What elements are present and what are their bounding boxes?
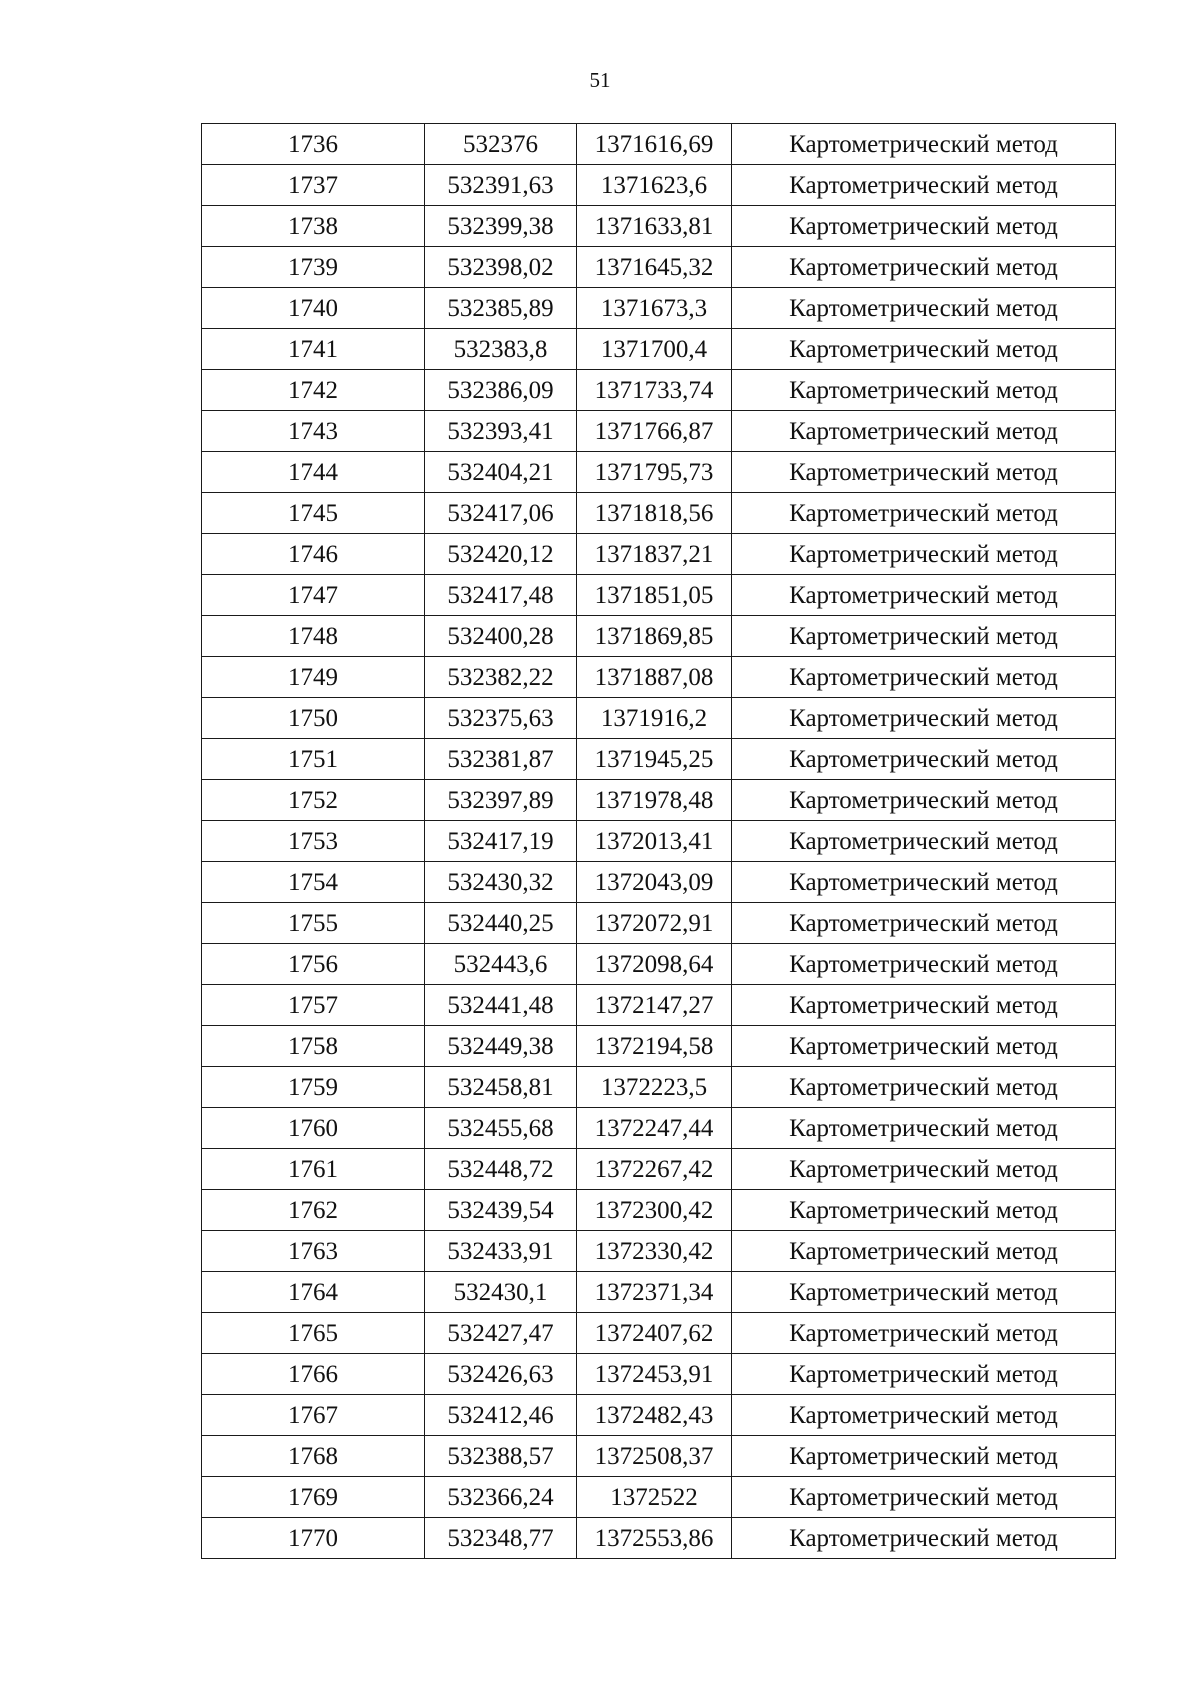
table-row: [202, 985, 1116, 1026]
x-coordinate-cell: 532404,21: [425, 452, 577, 493]
method-cell: Картометрический метод: [732, 1149, 1116, 1190]
x-coordinate-cell: 532433,91: [425, 1231, 577, 1272]
y-coordinate-cell: 1372482,43: [577, 1395, 732, 1436]
method-cell: Картометрический метод: [732, 247, 1116, 288]
table-row: [202, 1395, 1116, 1436]
method-cell: Картометрический метод: [732, 206, 1116, 247]
point-number-cell: 1765: [202, 1313, 425, 1354]
method-cell: Картометрический метод: [732, 1272, 1116, 1313]
method-cell: Картометрический метод: [732, 739, 1116, 780]
y-coordinate-cell: 1371733,74: [577, 370, 732, 411]
table-row: [202, 1149, 1116, 1190]
table-row: [202, 534, 1116, 575]
method-cell: Картометрический метод: [732, 862, 1116, 903]
table-row: [202, 1436, 1116, 1477]
table-row: [202, 452, 1116, 493]
table-row: [202, 1518, 1116, 1559]
point-number-cell: 1760: [202, 1108, 425, 1149]
method-cell: Картометрический метод: [732, 575, 1116, 616]
page-number: 51: [589, 68, 611, 92]
point-number-cell: 1759: [202, 1067, 425, 1108]
table-row: [202, 1354, 1116, 1395]
point-number-cell: 1744: [202, 452, 425, 493]
y-coordinate-cell: 1371837,21: [577, 534, 732, 575]
x-coordinate-cell: 532417,19: [425, 821, 577, 862]
table-row: [202, 247, 1116, 288]
method-cell: Картометрический метод: [732, 493, 1116, 534]
table-row: [202, 1108, 1116, 1149]
x-coordinate-cell: 532348,77: [425, 1518, 577, 1559]
x-coordinate-cell: 532439,54: [425, 1190, 577, 1231]
x-coordinate-cell: 532430,1: [425, 1272, 577, 1313]
y-coordinate-cell: 1372522: [577, 1477, 732, 1518]
method-cell: Картометрический метод: [732, 698, 1116, 739]
y-coordinate-cell: 1372300,42: [577, 1190, 732, 1231]
point-number-cell: 1762: [202, 1190, 425, 1231]
x-coordinate-cell: 532412,46: [425, 1395, 577, 1436]
table-row: [202, 288, 1116, 329]
x-coordinate-cell: 532393,41: [425, 411, 577, 452]
point-number-cell: 1769: [202, 1477, 425, 1518]
table-row: [202, 124, 1116, 165]
point-number-cell: 1742: [202, 370, 425, 411]
y-coordinate-cell: 1372247,44: [577, 1108, 732, 1149]
table-row: [202, 1477, 1116, 1518]
x-coordinate-cell: 532400,28: [425, 616, 577, 657]
point-number-cell: 1755: [202, 903, 425, 944]
method-cell: Картометрический метод: [732, 903, 1116, 944]
x-coordinate-cell: 532430,32: [425, 862, 577, 903]
point-number-cell: 1736: [202, 124, 425, 165]
y-coordinate-cell: 1371887,08: [577, 657, 732, 698]
y-coordinate-cell: 1371818,56: [577, 493, 732, 534]
point-number-cell: 1753: [202, 821, 425, 862]
x-coordinate-cell: 532443,6: [425, 944, 577, 985]
y-coordinate-cell: 1372330,42: [577, 1231, 732, 1272]
table-row: [202, 1190, 1116, 1231]
table-row: [202, 903, 1116, 944]
x-coordinate-cell: 532426,63: [425, 1354, 577, 1395]
method-cell: Картометрический метод: [732, 1518, 1116, 1559]
point-number-cell: 1764: [202, 1272, 425, 1313]
method-cell: Картометрический метод: [732, 1026, 1116, 1067]
y-coordinate-cell: 1372371,34: [577, 1272, 732, 1313]
x-coordinate-cell: 532385,89: [425, 288, 577, 329]
y-coordinate-cell: 1371869,85: [577, 616, 732, 657]
y-coordinate-cell: 1371851,05: [577, 575, 732, 616]
y-coordinate-cell: 1372043,09: [577, 862, 732, 903]
method-cell: Картометрический метод: [732, 1231, 1116, 1272]
table-row: [202, 657, 1116, 698]
x-coordinate-cell: 532397,89: [425, 780, 577, 821]
point-number-cell: 1741: [202, 329, 425, 370]
point-number-cell: 1767: [202, 1395, 425, 1436]
method-cell: Картометрический метод: [732, 329, 1116, 370]
x-coordinate-cell: 532386,09: [425, 370, 577, 411]
x-coordinate-cell: 532382,22: [425, 657, 577, 698]
y-coordinate-cell: 1371945,25: [577, 739, 732, 780]
x-coordinate-cell: 532399,38: [425, 206, 577, 247]
table-row: [202, 616, 1116, 657]
x-coordinate-cell: 532376: [425, 124, 577, 165]
x-coordinate-cell: 532381,87: [425, 739, 577, 780]
point-number-cell: 1750: [202, 698, 425, 739]
y-coordinate-cell: 1372508,37: [577, 1436, 732, 1477]
y-coordinate-cell: 1372223,5: [577, 1067, 732, 1108]
x-coordinate-cell: 532440,25: [425, 903, 577, 944]
point-number-cell: 1748: [202, 616, 425, 657]
point-number-cell: 1752: [202, 780, 425, 821]
method-cell: Картометрический метод: [732, 1108, 1116, 1149]
x-coordinate-cell: 532391,63: [425, 165, 577, 206]
point-number-cell: 1756: [202, 944, 425, 985]
point-number-cell: 1763: [202, 1231, 425, 1272]
y-coordinate-cell: 1371916,2: [577, 698, 732, 739]
table-row: [202, 370, 1116, 411]
table-row: [202, 493, 1116, 534]
point-number-cell: 1770: [202, 1518, 425, 1559]
y-coordinate-cell: 1371795,73: [577, 452, 732, 493]
y-coordinate-cell: 1372013,41: [577, 821, 732, 862]
point-number-cell: 1749: [202, 657, 425, 698]
x-coordinate-cell: 532388,57: [425, 1436, 577, 1477]
x-coordinate-cell: 532417,48: [425, 575, 577, 616]
method-cell: Картометрический метод: [732, 1313, 1116, 1354]
y-coordinate-cell: 1371623,6: [577, 165, 732, 206]
y-coordinate-cell: 1371616,69: [577, 124, 732, 165]
coordinates-table-body: [202, 124, 1116, 1559]
table-row: [202, 411, 1116, 452]
table-row: [202, 329, 1116, 370]
point-number-cell: 1739: [202, 247, 425, 288]
y-coordinate-cell: 1372407,62: [577, 1313, 732, 1354]
x-coordinate-cell: 532455,68: [425, 1108, 577, 1149]
method-cell: Картометрический метод: [732, 780, 1116, 821]
method-cell: Картометрический метод: [732, 1190, 1116, 1231]
x-coordinate-cell: 532441,48: [425, 985, 577, 1026]
table-row: [202, 1026, 1116, 1067]
point-number-cell: 1761: [202, 1149, 425, 1190]
method-cell: Картометрический метод: [732, 534, 1116, 575]
x-coordinate-cell: 532420,12: [425, 534, 577, 575]
table-row: [202, 698, 1116, 739]
y-coordinate-cell: 1371673,3: [577, 288, 732, 329]
x-coordinate-cell: 532375,63: [425, 698, 577, 739]
x-coordinate-cell: 532448,72: [425, 1149, 577, 1190]
method-cell: Картометрический метод: [732, 985, 1116, 1026]
y-coordinate-cell: 1371633,81: [577, 206, 732, 247]
point-number-cell: 1768: [202, 1436, 425, 1477]
method-cell: Картометрический метод: [732, 288, 1116, 329]
table-row: [202, 1067, 1116, 1108]
point-number-cell: 1743: [202, 411, 425, 452]
point-number-cell: 1746: [202, 534, 425, 575]
y-coordinate-cell: 1371978,48: [577, 780, 732, 821]
point-number-cell: 1751: [202, 739, 425, 780]
y-coordinate-cell: 1372147,27: [577, 985, 732, 1026]
table-row: [202, 206, 1116, 247]
x-coordinate-cell: 532449,38: [425, 1026, 577, 1067]
x-coordinate-cell: 532383,8: [425, 329, 577, 370]
table-row: [202, 780, 1116, 821]
table-row: [202, 739, 1116, 780]
table-row: [202, 862, 1116, 903]
method-cell: Картометрический метод: [732, 1436, 1116, 1477]
y-coordinate-cell: 1372098,64: [577, 944, 732, 985]
x-coordinate-cell: 532427,47: [425, 1313, 577, 1354]
y-coordinate-cell: 1372553,86: [577, 1518, 732, 1559]
y-coordinate-cell: 1371645,32: [577, 247, 732, 288]
point-number-cell: 1754: [202, 862, 425, 903]
method-cell: Картометрический метод: [732, 1395, 1116, 1436]
table-row: [202, 1313, 1116, 1354]
table-row: [202, 1231, 1116, 1272]
coordinates-table: [201, 123, 1116, 1559]
method-cell: Картометрический метод: [732, 821, 1116, 862]
point-number-cell: 1757: [202, 985, 425, 1026]
method-cell: Картометрический метод: [732, 1354, 1116, 1395]
y-coordinate-cell: 1371700,4: [577, 329, 732, 370]
point-number-cell: 1738: [202, 206, 425, 247]
y-coordinate-cell: 1372267,42: [577, 1149, 732, 1190]
point-number-cell: 1758: [202, 1026, 425, 1067]
method-cell: Картометрический метод: [732, 165, 1116, 206]
method-cell: Картометрический метод: [732, 944, 1116, 985]
point-number-cell: 1766: [202, 1354, 425, 1395]
y-coordinate-cell: 1371766,87: [577, 411, 732, 452]
point-number-cell: 1740: [202, 288, 425, 329]
method-cell: Картометрический метод: [732, 452, 1116, 493]
method-cell: Картометрический метод: [732, 1477, 1116, 1518]
table-row: [202, 575, 1116, 616]
method-cell: Картометрический метод: [732, 616, 1116, 657]
x-coordinate-cell: 532366,24: [425, 1477, 577, 1518]
y-coordinate-cell: 1372453,91: [577, 1354, 732, 1395]
y-coordinate-cell: 1372072,91: [577, 903, 732, 944]
x-coordinate-cell: 532398,02: [425, 247, 577, 288]
table-row: [202, 1272, 1116, 1313]
point-number-cell: 1737: [202, 165, 425, 206]
method-cell: Картометрический метод: [732, 1067, 1116, 1108]
method-cell: Картометрический метод: [732, 411, 1116, 452]
point-number-cell: 1745: [202, 493, 425, 534]
y-coordinate-cell: 1372194,58: [577, 1026, 732, 1067]
table-row: [202, 165, 1116, 206]
x-coordinate-cell: 532458,81: [425, 1067, 577, 1108]
x-coordinate-cell: 532417,06: [425, 493, 577, 534]
table-row: [202, 821, 1116, 862]
table-row: [202, 944, 1116, 985]
method-cell: Картометрический метод: [732, 657, 1116, 698]
method-cell: Картометрический метод: [732, 370, 1116, 411]
point-number-cell: 1747: [202, 575, 425, 616]
method-cell: Картометрический метод: [732, 124, 1116, 165]
